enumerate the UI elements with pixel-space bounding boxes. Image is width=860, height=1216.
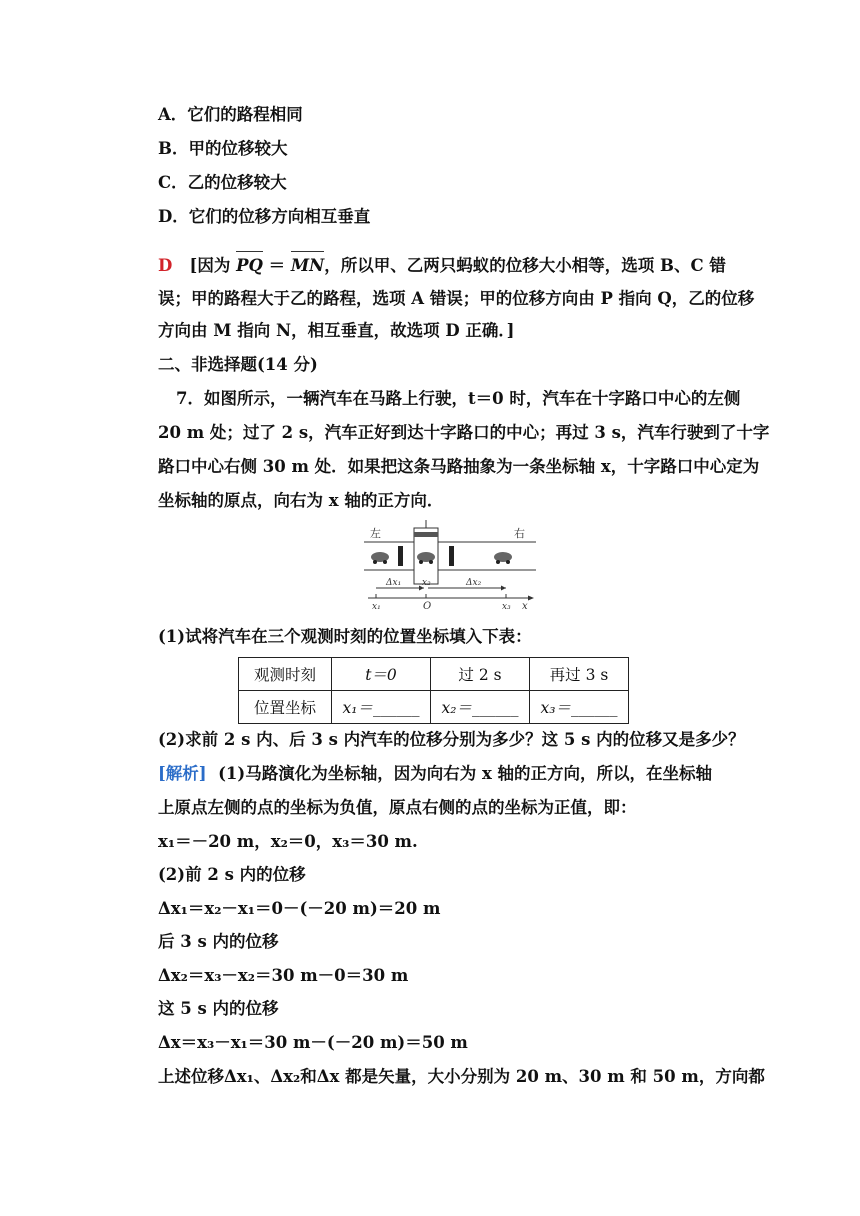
vector-pq: PQ	[236, 253, 263, 277]
problem-line-3: 路口中心右侧 30 m 处．如果把这条马路抽象为一条坐标轴 x，十字路口中心定为	[158, 457, 760, 476]
problem-line-2: 20 m 处；过了 2 s，汽车正好到达十字路口的中心；再过 3 s，汽车行驶到了十字	[158, 423, 770, 442]
option-b: B．甲的位移较大	[158, 139, 288, 158]
solution-line-9: Δx＝x₃－x₁＝30 m－(－20 m)＝50 m	[158, 1033, 468, 1052]
solution-line-2: 上原点左侧的点的坐标为负值，原点右侧的点的坐标为正值，即：	[158, 798, 637, 817]
answer-lead: [因为	[189, 256, 231, 275]
label-x3: x₃	[502, 602, 511, 612]
table-cell-x2: x₂＝______	[431, 691, 530, 724]
answer-line-1	[158, 253, 726, 277]
question-1: (1)试将汽车在三个观测时刻的位置坐标填入下表：	[158, 627, 532, 646]
solution-line-5: Δx₁＝x₂－x₁＝0－(－20 m)＝20 m	[158, 899, 441, 918]
label-dx2: Δx₂	[466, 578, 482, 588]
option-c: C．乙的位移较大	[158, 173, 287, 192]
answer-line-3: 方向由 M 指向 N，相互垂直，故选项 D 正确．]	[158, 321, 515, 340]
section-title: 二、非选择题(14 分)	[158, 355, 318, 374]
table-header-cell: 再过 3 s	[530, 658, 629, 691]
label-left: 左	[370, 527, 381, 540]
solution-line-4: (2)前 2 s 内的位移	[158, 865, 306, 884]
road-diagram	[360, 520, 540, 612]
vector-mn: MN	[291, 253, 324, 277]
solution-tag: [解析]	[158, 764, 207, 783]
answer-line-2: 误；甲的路程大于乙的路程，选项 A 错误；甲的位移方向由 P 指向 Q，乙的位移	[158, 289, 755, 308]
label-right: 右	[514, 527, 525, 540]
table-row	[239, 658, 629, 691]
table-header-cell: 观测时刻	[239, 658, 332, 691]
solution-text-1: (1)马路演化为坐标轴，因为向右为 x 轴的正方向，所以，在坐标轴	[218, 764, 713, 783]
car-left-icon	[371, 552, 389, 564]
solution-line-8: 这 5 s 内的位移	[158, 999, 279, 1018]
label-x2: x₂	[422, 578, 431, 588]
answer-letter: D	[158, 256, 173, 275]
solution-line-7: Δx₂＝x₃－x₂＝30 m－0＝30 m	[158, 966, 409, 985]
question-2: (2)求前 2 s 内、后 3 s 内汽车的位移分别为多少？这 5 s 内的位移又是多少？	[158, 730, 745, 749]
table-header-cell: 过 2 s	[431, 658, 530, 691]
label-x1: x₁	[372, 602, 381, 612]
position-table	[238, 657, 629, 724]
label-dx1: Δx₁	[386, 578, 402, 588]
solution-line-3: x₁＝－20 m，x₂＝0，x₃＝30 m.	[158, 832, 418, 851]
label-origin: O	[423, 601, 432, 612]
option-d: D．它们的位移方向相互垂直	[158, 207, 371, 226]
car-right-icon	[494, 552, 512, 564]
problem-line-4: 坐标轴的原点，向右为 x 轴的正方向．	[158, 491, 444, 510]
solution-line-10: 上述位移Δx₁、Δx₂和Δx 都是矢量，大小分别为 20 m、30 m 和 50 m，方向都	[158, 1067, 765, 1086]
label-x-axis: x	[522, 601, 528, 612]
vector-equals: ＝	[268, 256, 286, 275]
table-cell-x1: x₁＝______	[332, 691, 431, 724]
solution-line-1	[158, 763, 712, 785]
problem-line-1: 7．如图所示，一辆汽车在马路上行驶，t＝0 时，汽车在十字路口中心的左侧	[176, 389, 741, 408]
solution-line-6: 后 3 s 内的位移	[158, 932, 279, 951]
table-row-label: 位置坐标	[239, 691, 332, 724]
option-a: A．它们的路程相同	[158, 105, 303, 124]
table-row	[239, 691, 629, 724]
answer-line1-rest: ，所以甲、乙两只蚂蚁的位移大小相等，选项 B、C 错	[324, 256, 726, 275]
table-cell-x3: x₃＝______	[530, 691, 629, 724]
table-header-cell: t＝0	[332, 658, 431, 691]
